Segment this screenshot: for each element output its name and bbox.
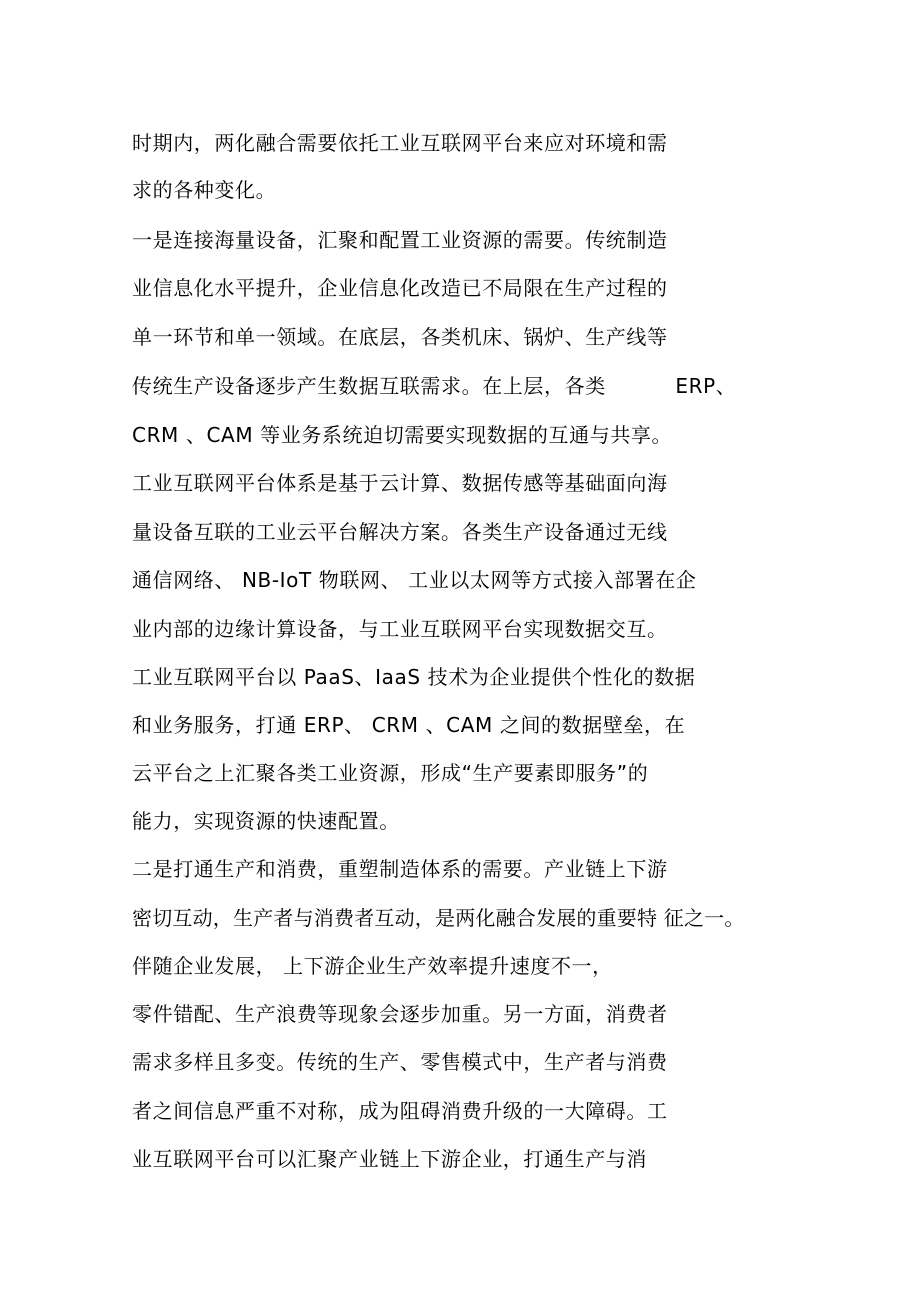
text-line: 单一环节和单一领域。在底层，各类机床、锅炉、生产线等 <box>132 325 668 349</box>
text-line: 者之间信息严重不对称，成为阻碍消费升级的一大障碍。工 <box>132 1099 668 1123</box>
text-line: 业内部的边缘计算设备，与工业互联网平台实现数据交互。 <box>132 617 668 641</box>
text-line: 伴随企业发展， 上下游企业生产效率提升速度不一， <box>132 954 613 978</box>
text-line: 和业务服务，打通 ERP、 CRM 、CAM 之间的数据壁垒，在 <box>132 713 686 737</box>
text-line: 通信网络、 NB-IoT 物联网、 工业以太网等方式接入部署在企 <box>132 568 697 592</box>
text-line: 一是连接海量设备，汇聚和配置工业资源的需要。传统制造 <box>132 228 668 252</box>
text-line: 零件错配、生产浪费等现象会逐步加重。另一方面，消费者 <box>132 1002 668 1026</box>
text-line: 传统生产设备逐步产生数据互联需求。在上层，各类 ERP、 <box>132 374 737 398</box>
text-line: 时期内，两化融合需要依托工业互联网平台来应对环境和需 <box>132 131 668 155</box>
text-line: 业互联网平台可以汇聚产业链上下游企业，打通生产与消 <box>132 1147 647 1171</box>
text-line: 二是打通生产和消费，重塑制造体系的需要。产业链上下游 <box>132 857 668 881</box>
text-line: 工业互联网平台体系是基于云计算、数据传感等基础面向海 <box>132 471 668 495</box>
text-line: 密切互动，生产者与消费者互动，是两化融合发展的重要特 征之一。 <box>132 906 745 930</box>
text-line: CRM 、CAM 等业务系统迫切需要实现数据的互通与共享。 <box>132 423 673 447</box>
text-line: 量设备互联的工业云平台解决方案。各类生产设备通过无线 <box>132 520 668 544</box>
text-line: 能力，实现资源的快速配置。 <box>132 809 400 833</box>
text-line: 求的各种变化。 <box>132 178 277 202</box>
text-line: 业信息化水平提升，企业信息化改造已不局限在生产过程的 <box>132 276 668 300</box>
text-line: 工业互联网平台以 PaaS、IaaS 技术为企业提供个性化的数据 <box>132 665 696 689</box>
text-line: 云平台之上汇聚各类工业资源，形成“生产要素即服务”的 <box>132 761 649 785</box>
text-line: 需求多样且多变。传统的生产、零售模式中，生产者与消费 <box>132 1050 668 1074</box>
